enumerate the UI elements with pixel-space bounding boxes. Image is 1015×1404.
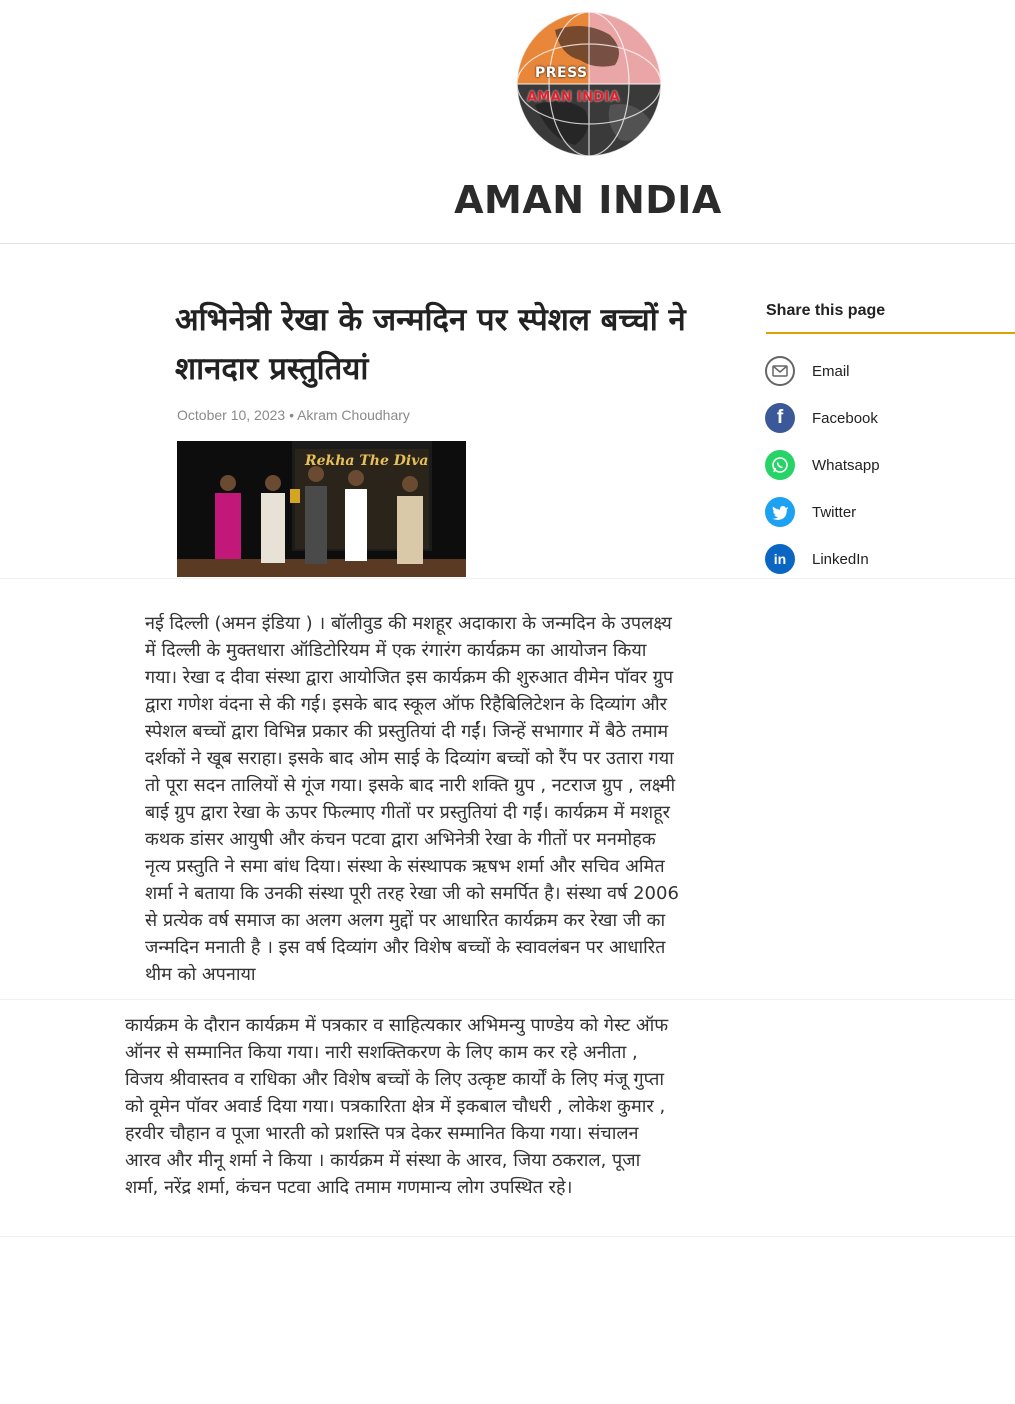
- share-facebook-button[interactable]: [765, 402, 878, 434]
- share-twitter-label: Twitter: [812, 503, 857, 521]
- share-whatsapp-label: Whatsapp: [812, 456, 880, 474]
- article-paragraph-1: नई दिल्ली (अमन इंडिया ) । बॉलीवुड की मशहूर अदाकारा के जन्मदिन के उपलक्ष्य में दिल्ली के मुक्तधारा ऑडिटोरियम में एक रंगारंग कार्यक्रम का आयोजन किया गया। रेखा द दीवा संस्था द्वारा आयोजित इस कार्यक्रम की शुरुआत वीमेन पॉवर ग्रुप द्वारा गणेश वंदना से की गई। इसके बाद स्कूल ऑफ रिहैबिलिटेशन के दिव्यांग और स्पेशल बच्चों द्वारा विभिन्न प्रकार की प्रस्तुतियां दी गईं। जिन्हें सभागार में बैठे तमाम दर्शकों ने खूब सराहा। इसके बाद ओम साई के दिव्यांग बच्चों को रैंप पर उतारा गया तो पूरा सदन तालियों से गूंज गया। इसके बाद नारी शक्ति ग्रुप , नटराज ग्रुप , लक्ष्मी बाई ग्रुप द्वारा रेखा के ऊपर फिल्माए गीतों पर प्रस्तुतियां दी गईं। कार्यक्रम में मशहूर कथक डांसर आयुषी और कंचन पटवा द्वारा अभिनेत्री रेखा के गीतों पर मनमोहक नृत्य प्रस्तुति ने समा बांध दिया। संस्था के संस्थापक ऋषभ शर्मा और सचिव अमित शर्मा ने बताया कि उनकी संस्था पूरी तरह रेखा जी को समर्पित है। संस्था वर्ष 2006 से प्रत्येक वर्ष समाज का अलग अलग मुद्दों पर आधारित कार्यक्रम कर रेखा जी का जन्मदिन मनाती है । इस वर्ष दिव्यांग और विशेष बच्चों के स्वावलंबन पर आधारित थीम को अपनाया: [145, 613, 679, 985]
- linkedin-icon: in: [765, 544, 795, 574]
- globe-logo-icon: [515, 10, 663, 158]
- share-email-button[interactable]: [765, 355, 850, 387]
- share-whatsapp-button[interactable]: [765, 449, 880, 481]
- article-headline: अभिनेत्री रेखा के जन्मदिन पर स्पेशल बच्चों ने शानदार प्रस्तुतियां: [175, 302, 686, 387]
- site-header: [0, 0, 1015, 244]
- share-facebook-label: Facebook: [812, 409, 878, 427]
- article-paragraph-2: कार्यक्रम के दौरान कार्यक्रम में पत्रकार व साहित्यकार अभिमन्यु पाण्डेय को गेस्ट ऑफ ऑनर से सम्मानित किया गया। नारी सशक्तिकरण के लिए काम कर रहे अनीता , विजय श्रीवास्तव व राधिका और विशेष बच्चों के लिए उत्कृष्ट कार्यों के लिए मंजू गुप्ता को वूमेन पॉवर अवार्ड दिया गया। पत्रकारिता क्षेत्र में इकबाल चौधरी , लोकेश कुमार , हरवीर चौहान व पूजा भारती को प्रशस्ति पत्र देकर सम्मानित किया गया। संचालन आरव और मीनू शर्मा ने किया । कार्यक्रम में संस्था के आरव, जिया ठकराल, पूजा शर्मा, नरेंद्र शर्मा, कंचन पटवा आदि तमाम गणमान्य लोग उपस्थित रहे।: [125, 1015, 669, 1198]
- site-logo[interactable]: [515, 10, 663, 158]
- share-twitter-button[interactable]: [765, 496, 856, 528]
- email-icon: [765, 356, 795, 386]
- share-email-label: Email: [812, 362, 850, 380]
- facebook-icon: f: [765, 403, 795, 433]
- twitter-icon: [765, 497, 795, 527]
- section-divider: [0, 1236, 1015, 1237]
- photo-banner-text: Rekha The Diva: [305, 453, 429, 469]
- article-meta: October 10, 2023 • Akram Choudhary: [177, 407, 410, 423]
- logo-aman-india-text: AMAN INDIA: [527, 90, 620, 105]
- share-linkedin-label: LinkedIn: [812, 550, 869, 568]
- article-photo: [177, 441, 466, 577]
- share-title: Share this page: [766, 302, 886, 319]
- share-divider: [766, 332, 1015, 334]
- logo-press-text: PRESS: [535, 65, 588, 81]
- share-linkedin-button[interactable]: [765, 543, 869, 575]
- whatsapp-icon: [765, 450, 795, 480]
- site-title[interactable]: AMAN INDIA: [454, 178, 722, 222]
